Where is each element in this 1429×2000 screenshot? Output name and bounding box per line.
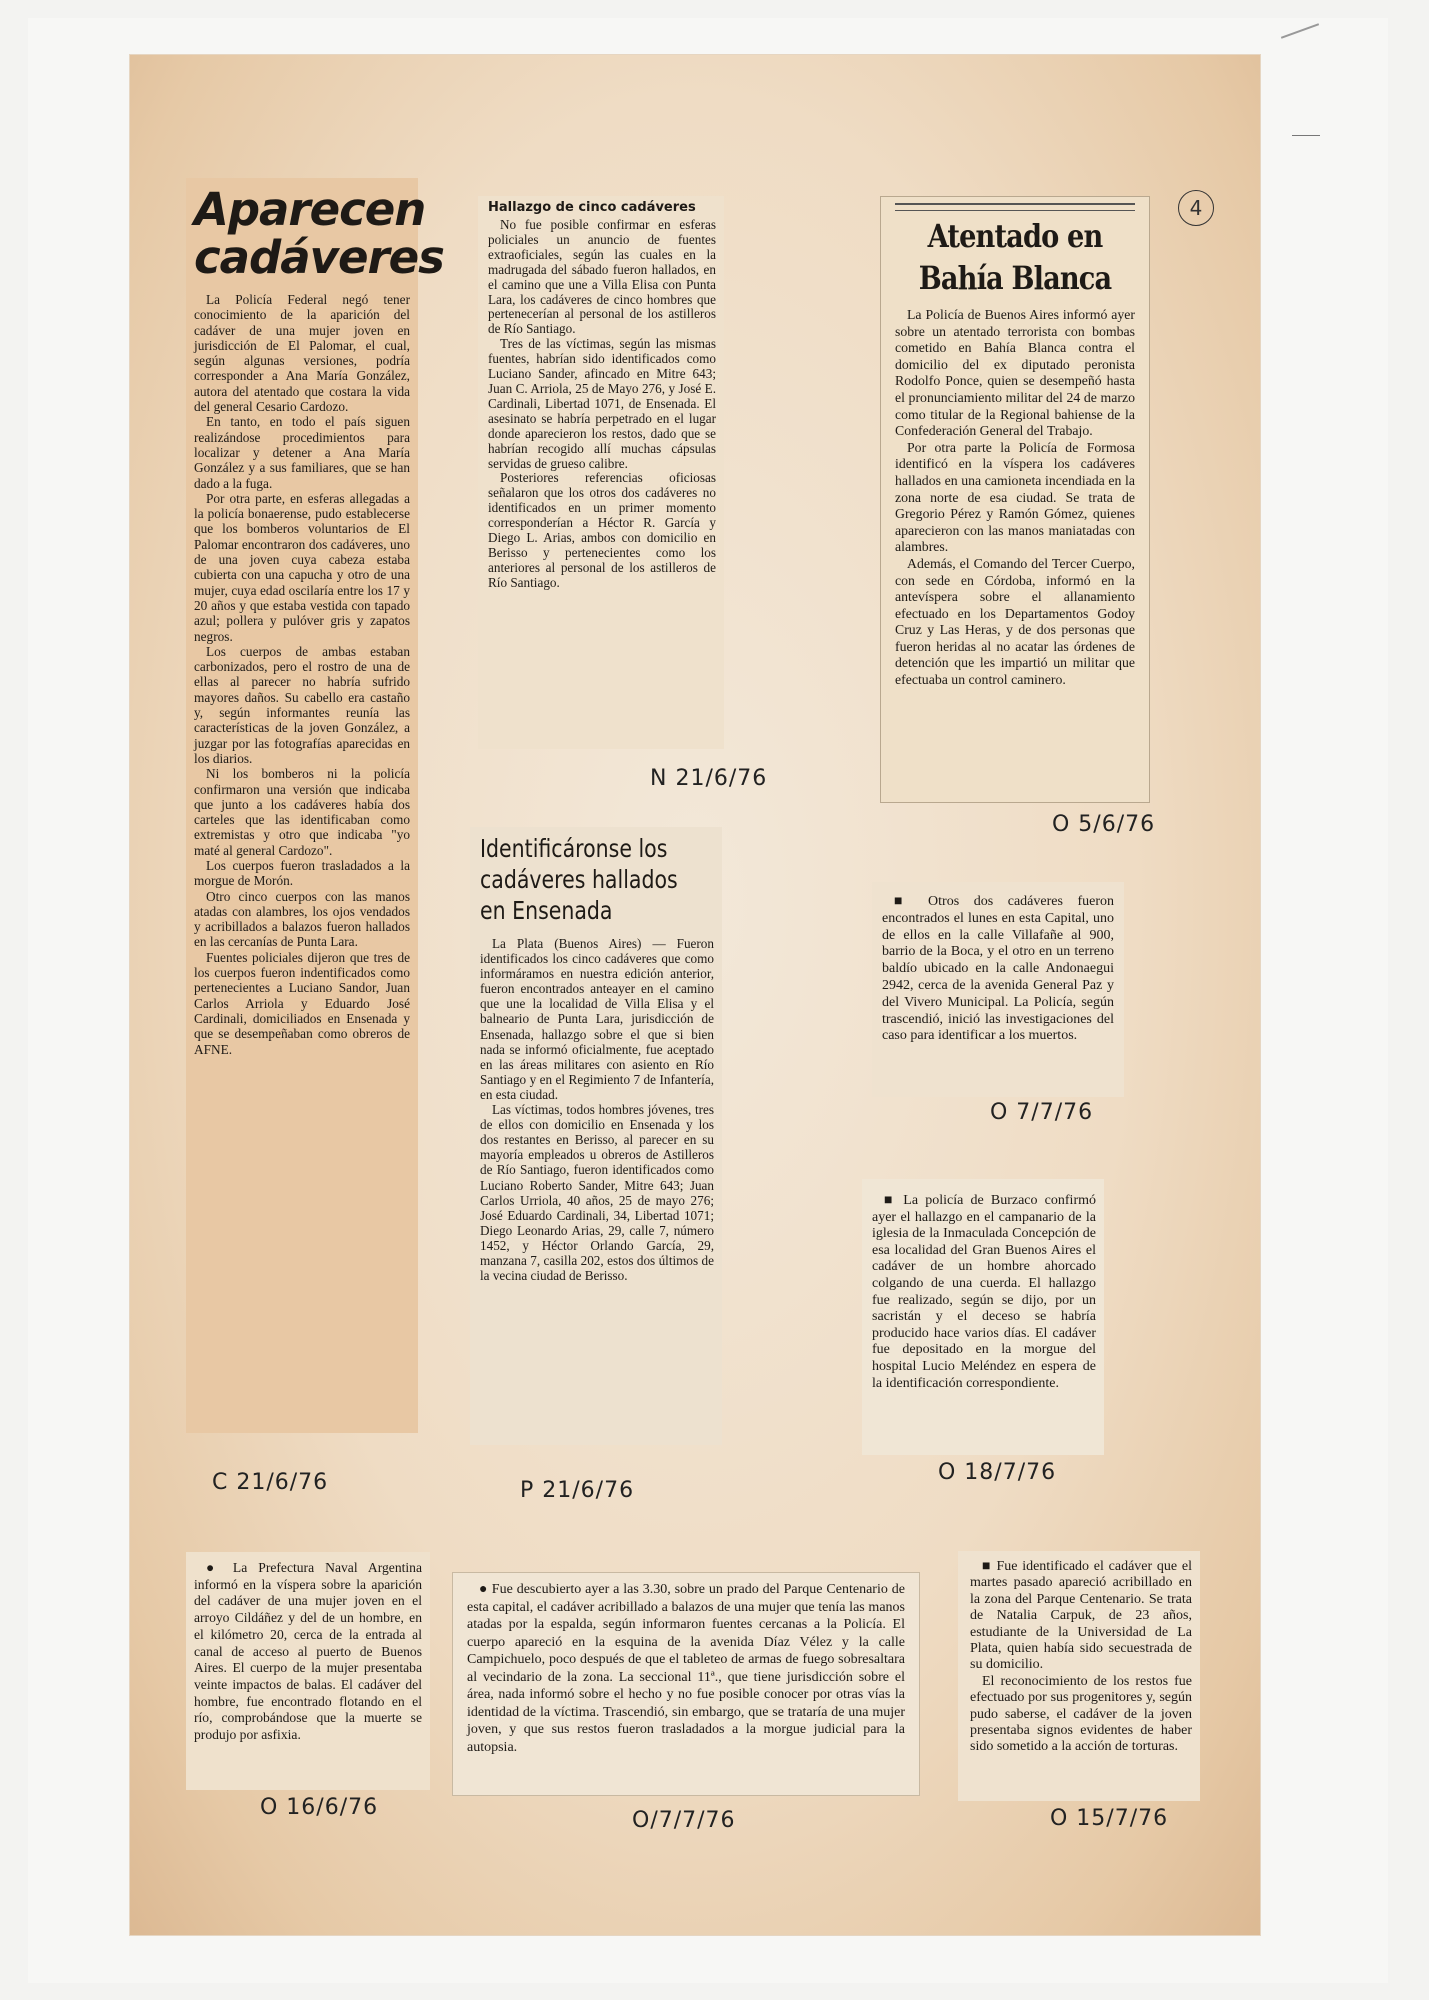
paragraph: Los cuerpos de ambas estaban carbonizados, pero el rostro de una de ellas al parecer no habría sufrido mayores daños. Su cabello era castaño y, según informantes reunía las características de la joven González, a juzgar por las fotografías aparecidas en los diarios. [194,643,410,766]
handwritten-source-note: P 21/6/76 [520,1478,635,1503]
top-rule [895,203,1135,211]
clipping-body [895,307,1135,689]
clipping-identificaronse [470,827,722,1445]
paragraph: La Plata (Buenos Aires) — Fueron identificados los cinco cadáveres que como informáramos en nuestra edición anterior, fueron encontrados anteayer en el camino que une la localidad de Villa Elisa y el balneario de Punta Lara, jurisdicción de Ensenada, hallazgo sobre el que si bien nada se informó oficialmente, fue aceptado en las áreas militares con asiento en Río Santiago y en el Regimiento 7 de Infantería, en esta ciudad. [480,936,714,1102]
headline-line: Bahía Blanca [918,259,1112,297]
headline-line: Atentado en [927,217,1103,255]
handwritten-source-note: O 5/6/76 [1052,812,1156,837]
clipping-natalia-carpuk [958,1551,1200,1801]
paragraph: ● La Prefectura Naval Argentina informó en la víspera sobre la aparición del cadáver de una mujer joven en el arroyo Cildáñez y del de un hombre, en el kilómetro 20, cerca de la entrada al canal de acceso al puerto de Buenos Aires. El cuerpo de la mujer presentaba veinte impactos de balas. El cadáver del hombre, fue encontrado flotando en el río, comprobándose que la muerte se produjo por asfixia. [194,1560,422,1743]
paragraph: No fue posible confirmar en esferas policiales un anuncio de fuentes extraoficiales, según las cuales en la madrugada del sábado fueron hallados, en el camino que une a Villa Elisa con Punta Lara, los cadáveres de cinco hombres que pertenecerían al personal de los astilleros de Río Santiago. [488,217,716,337]
paragraph: Posteriores referencias oficiosas señalaron que los otros dos cadáveres no identificados en un primer momento corresponderían a Héctor R. García y Diego L. Arias, ambos con domicilio en Berisso y pertenecientes como los anteriores al personal de los astilleros de Río Santiago. [488,470,716,590]
handwritten-source-note: C 21/6/76 [212,1470,329,1495]
paragraph: ■ Fue identificado el cadáver que el martes pasado apareció acribillado en la zona del Parque Centenario. Se trata de Natalia Carpuk, de 23 años, estudiante de la Universidad de La Plata, quien había sido secuestrada de su domicilio. [970,1559,1192,1673]
headline-line: en Ensenada [480,896,613,925]
clipping-aparecen-cadaveres [186,178,444,1433]
handwritten-source-note: O/7/7/76 [632,1808,736,1833]
clipping-body [467,1581,905,1756]
clipping-otros-dos-cadaveres [872,882,1124,1097]
clipping-body [882,894,1114,1045]
clipping-headline [194,183,444,284]
clipping-atentado-bahia-blanca [880,196,1150,803]
paragraph: Otro cinco cuerpos con las manos atadas con alambres, los ojos vendados y acribillados a balazos fueron hallados en las cercanías de Punta Lara. [194,888,410,950]
clipping-body [480,936,714,1283]
paragraph: ■ Otros dos cadáveres fueron encontrados el lunes en esta Capital, uno de ellos en la calle Villafañe al 900, barrio de la Boca, y el otro en un terreno baldío ubicado en la calle Andonaegui 2942, cerca de la avenida General Paz y del Vivero Municipal. La Policía, según trascendió, inició las investigaciones del caso para identificar a los muertos. [882,894,1114,1044]
clipping-hallazgo [478,196,724,749]
clipping-burzaco [862,1179,1104,1455]
headline-line: Aparecen [194,183,426,236]
corner-tick [1292,135,1320,136]
paragraph: Por otra parte la Policía de Formosa identificó en la víspera los cadáveres hallados en una camioneta incendiada en la zona norte de esa ciudad. Se trata de Gregorio Pérez y Ramón Gómez, quienes aparecieron con las manos maniatadas con alambres. [895,439,1135,555]
paragraph: Por otra parte, en esferas allegadas a la policía bonaerense, pudo establecerse que los bomberos voluntarios de El Palomar encontraron dos cadáveres, uno de una joven cuya cabeza estaba cubierta con una capucha y otro de una mujer, cuya edad oscilaría entre los 17 y 20 años y que estaba vestida con tapado azul; pollera y pulóver gris y zapatos negros. [194,490,410,644]
paragraph: Además, el Comando del Tercer Cuerpo, con sede en Córdoba, informó en la antevíspera sobre el allanamiento efectuado en los Departamentos Godoy Cruz y Las Heras, y de dos personas que fueron heridas al no acatar las órdenes de detención que les impartió un militar que efectuaba un control caminero. [895,555,1135,688]
paragraph: La Policía de Buenos Aires informó ayer sobre un atentado terrorista con bombas cometido en Bahía Blanca contra el domicilio del ex diputado peronista Rodolfo Ponce, quien se desempeñó hasta el pronunciamiento militar del 24 de marzo como titular de la Regional bahiense de la Confederación General del Trabajo. [895,307,1135,439]
clipping-body [488,218,716,591]
paragraph: ● Fue descubierto ayer a las 3.30, sobre un prado del Parque Centenario de esta capital, el cadáver acribillado a balazos de una mujer que tenía las manos atadas por la espalda, según informaron fuentes cercanas a la Policía. El cuerpo apareció en la esquina de la avenida Díaz Vélez y la calle Campichuelo, poco después de que el tableteo de armas de fuego sobresaltara al vecindario de la zona. La seccional 11ª., que tiene jurisdicción sobre el área, nada informó sobre el hecho y no fue posible conocer por otras vías la identidad de la víctima. Trascendió, sin embargo, que se trataría de una mujer joven, y que sus restos fueron trasladados a la morgue judicial para la autopsia. [467,1582,905,1755]
clipping-prefectura-naval [186,1552,430,1790]
paragraph: En tanto, en todo el país siguen realizándose procedimientos para localizar y detener a Ana María González y a sus familiares, que se han dado a la fuga. [194,414,410,491]
paragraph: Ni los bomberos ni la policía confirmaron una versión que indicaba que junto a los cadáveres había dos carteles que las identificaban como extremistas y otro que indicaba "yo maté al general Cardozo". [194,766,410,858]
handwritten-source-note: O 18/7/76 [938,1460,1057,1485]
clipping-body [872,1193,1096,1392]
headline-line: Identificáronse los [480,834,668,863]
paragraph: La Policía Federal negó tener conocimiento de la aparición del cadáver de una mujer joven en jurisdicción de El Palomar, el cual, según algunas versiones, podría corresponder a Ana María González, autora del atentado que costara la vida del general Cesario Cardozo. [194,292,410,415]
handwritten-source-note: O 15/7/76 [1050,1806,1169,1831]
handwritten-source-note: N 21/6/76 [650,766,768,791]
paragraph: Fuentes policiales dijeron que tres de los cuerpos fueron indentificados como pertenecientes a Luciano Sandor, Juan Carlos Arriola y Eduardo José Cardinali, domiciliados en Ensenada y que se desempeñaban como obreros de AFNE. [194,949,410,1057]
paragraph: ■ La policía de Burzaco confirmó ayer el hallazgo en el campanario de la iglesia de la Inmaculada Concepción de esa localidad del Gran Buenos Aires el cadáver de un hombre ahorcado colgando de una cuerda. El hallazgo fue realizado, según se dijo, por un sacristán y el deceso se habría producido hace varios días. El cadáver fue depositado en la morgue del hospital Lucio Meléndez en espera de la identificación correspondiente. [872,1193,1096,1391]
clipping-headline [480,833,678,926]
paragraph: El reconocimiento de los restos fue efectuado por sus progenitores y, según pudo saberse, el cadáver de la joven presentaba signos evidentes de haber sido sometido a la acción de torturas. [970,1673,1192,1755]
clipping-body [970,1559,1192,1756]
paragraph: Los cuerpos fueron trasladados a la morgue de Morón. [194,857,410,889]
clipping-headline [913,215,1117,299]
clipping-body [194,1560,422,1744]
headline-line: cadáveres [194,231,444,284]
headline-line: cadáveres hallados [480,865,678,894]
folio-number: 4 [1178,190,1214,226]
paragraph: Las víctimas, todos hombres jóvenes, tres de ellos con domicilio en Ensenada y los dos restantes en Berisso, al parecer en su mayoría empleados u obreros de Astilleros de Río Santiago, fueron identificados como Luciano Roberto Sander, Mitre 643; Juan Carlos Urriola, 40 años, 25 de mayo 276; José Eduardo Cardinali, 34, Libertad 1071; Diego Leonardo Arias, 29, calle 7, número 1452, y Héctor Orlando García, 29, manzana 7, casilla 202, estos dos últimos de la vecina ciudad de Berisso. [480,1102,714,1284]
handwritten-source-note: O 16/6/76 [260,1795,379,1820]
clipping-kicker: Hallazgo de cinco cadáveres [488,200,696,215]
paragraph: Tres de las víctimas, según las mismas fuentes, habrían sido identificados como Luciano Sander, afincado en Mitre 643; Juan C. Arriola, 25 de Mayo 276, y José E. Cardinali, Libertad 1071, de Ensenada. El asesinato se habría perpetrado en el lugar donde aparecieron los restos, dado que se habrían recogido allí muchas cápsulas servidas de grueso calibre. [488,336,716,471]
clipping-parque-centenario [452,1572,920,1796]
clipping-body [194,292,410,1057]
handwritten-source-note: O 7/7/76 [990,1100,1094,1125]
